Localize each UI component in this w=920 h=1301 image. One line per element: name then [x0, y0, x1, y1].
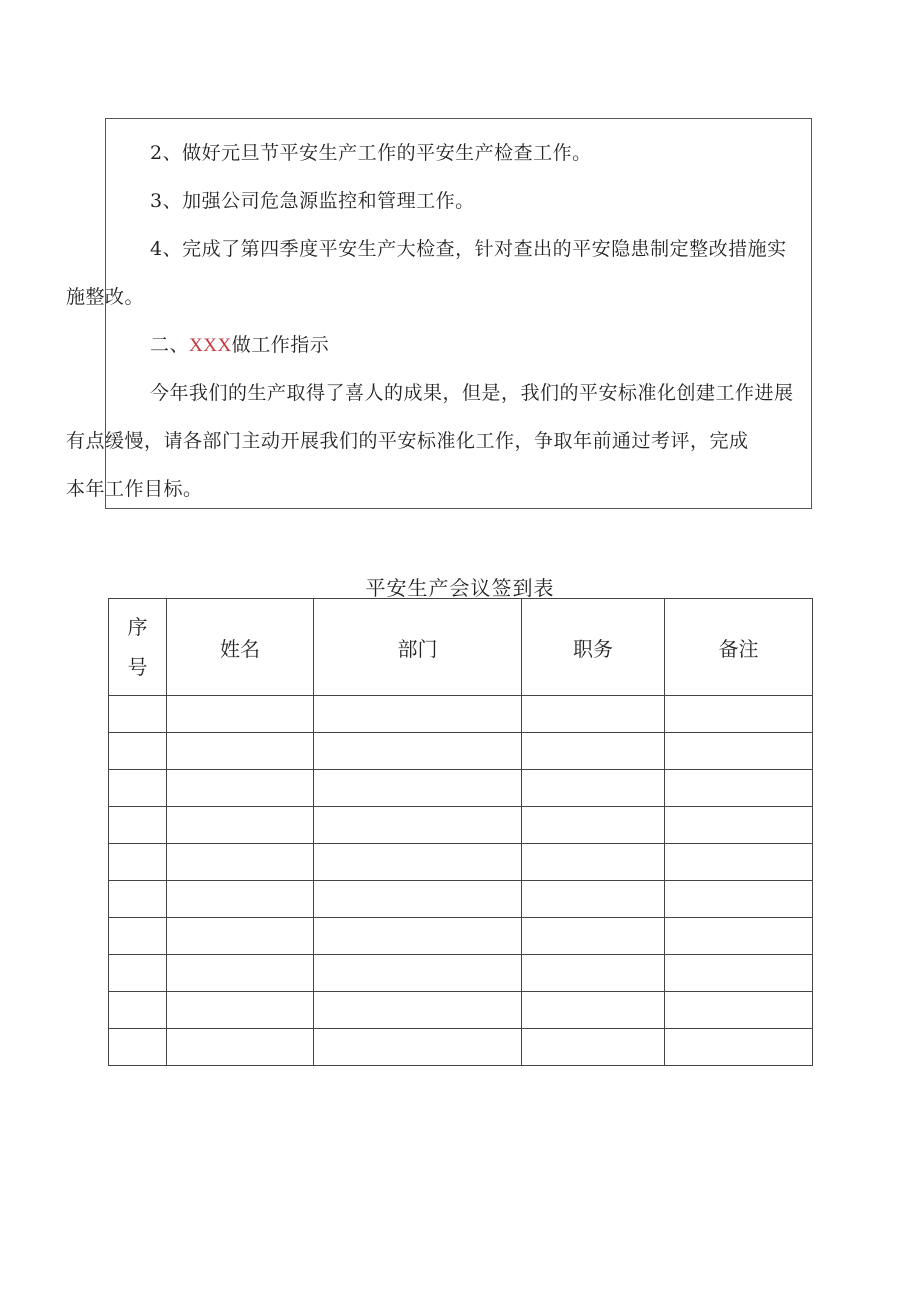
instruction-line-3: 本年工作目标。 [66, 478, 203, 500]
instruction-line-1: 今年我们的生产取得了喜人的成果，但是，我们的平安标准化创建工作进展 [150, 382, 794, 404]
cell-name[interactable] [167, 733, 314, 770]
cell-seq[interactable] [109, 770, 167, 807]
table-row [109, 844, 813, 881]
report-item-4 [66, 225, 808, 321]
table-row [109, 733, 813, 770]
cell-remark[interactable] [665, 770, 813, 807]
table-row [109, 881, 813, 918]
header-seq-line-2: 号 [127, 655, 148, 679]
instruction-line-2: 有点缓慢，请各部门主动开展我们的平安标准化工作，争取年前通过考评，完成 [66, 430, 749, 452]
header-name: 姓名 [167, 599, 314, 696]
cell-name[interactable] [167, 918, 314, 955]
header-dept: 部门 [314, 599, 522, 696]
table-row [109, 1029, 813, 1066]
cell-position[interactable] [522, 844, 665, 881]
cell-name[interactable] [167, 1029, 314, 1066]
cell-remark[interactable] [665, 992, 813, 1029]
cell-dept[interactable] [314, 918, 522, 955]
table-row [109, 918, 813, 955]
header-position: 职务 [522, 599, 665, 696]
report-item-3: 3、加强公司危急源监控和管理工作。 [150, 190, 475, 212]
cell-seq[interactable] [109, 733, 167, 770]
cell-remark[interactable] [665, 1029, 813, 1066]
cell-position[interactable] [522, 955, 665, 992]
header-seq [109, 599, 167, 696]
cell-dept[interactable] [314, 696, 522, 733]
cell-remark[interactable] [665, 696, 813, 733]
cell-seq[interactable] [109, 918, 167, 955]
cell-position[interactable] [522, 770, 665, 807]
cell-position[interactable] [522, 992, 665, 1029]
cell-dept[interactable] [314, 1029, 522, 1066]
cell-position[interactable] [522, 1029, 665, 1066]
cell-position[interactable] [522, 807, 665, 844]
header-remark: 备注 [665, 599, 813, 696]
cell-remark[interactable] [665, 881, 813, 918]
header-seq-line-1: 序 [127, 615, 148, 639]
cell-seq[interactable] [109, 881, 167, 918]
table-row [109, 807, 813, 844]
cell-dept[interactable] [314, 844, 522, 881]
cell-name[interactable] [167, 881, 314, 918]
cell-position[interactable] [522, 881, 665, 918]
signin-table-title: 平安生产会议签到表 [365, 576, 555, 600]
table-row [109, 696, 813, 733]
table-row [109, 992, 813, 1029]
cell-position[interactable] [522, 696, 665, 733]
cell-name[interactable] [167, 844, 314, 881]
cell-name[interactable] [167, 770, 314, 807]
section-2-suffix: 做工作指示 [231, 334, 330, 356]
cell-position[interactable] [522, 733, 665, 770]
cell-seq[interactable] [109, 807, 167, 844]
report-text-box [66, 118, 812, 509]
cell-dept[interactable] [314, 955, 522, 992]
cell-name[interactable] [167, 807, 314, 844]
section-2-placeholder-name: XXX [189, 335, 232, 356]
table-row [109, 955, 813, 992]
cell-seq[interactable] [109, 1029, 167, 1066]
cell-dept[interactable] [314, 881, 522, 918]
cell-remark[interactable] [665, 955, 813, 992]
cell-name[interactable] [167, 955, 314, 992]
section-2-heading [108, 321, 808, 370]
cell-position[interactable] [522, 918, 665, 955]
cell-seq[interactable] [109, 844, 167, 881]
cell-name[interactable] [167, 992, 314, 1029]
cell-name[interactable] [167, 696, 314, 733]
cell-remark[interactable] [665, 918, 813, 955]
cell-dept[interactable] [314, 770, 522, 807]
cell-seq[interactable] [109, 992, 167, 1029]
report-item-4-line-2: 施整改。 [66, 286, 145, 308]
signin-header-row [109, 599, 813, 696]
cell-dept[interactable] [314, 992, 522, 1029]
signin-table [108, 598, 813, 1066]
section-2-prefix: 二、 [150, 334, 190, 356]
table-row [109, 770, 813, 807]
cell-remark[interactable] [665, 807, 813, 844]
report-item-4-line-1: 4、完成了第四季度平安生产大检查，针对查出的平安隐患制定整改措施实 [150, 238, 787, 260]
cell-remark[interactable] [665, 844, 813, 881]
report-item-2: 2、做好元旦节平安生产工作的平安生产检查工作。 [150, 142, 592, 164]
cell-seq[interactable] [109, 696, 167, 733]
cell-dept[interactable] [314, 807, 522, 844]
instruction-paragraph [66, 369, 808, 513]
cell-seq[interactable] [109, 955, 167, 992]
cell-remark[interactable] [665, 733, 813, 770]
cell-dept[interactable] [314, 733, 522, 770]
signin-table-body [109, 696, 813, 1066]
